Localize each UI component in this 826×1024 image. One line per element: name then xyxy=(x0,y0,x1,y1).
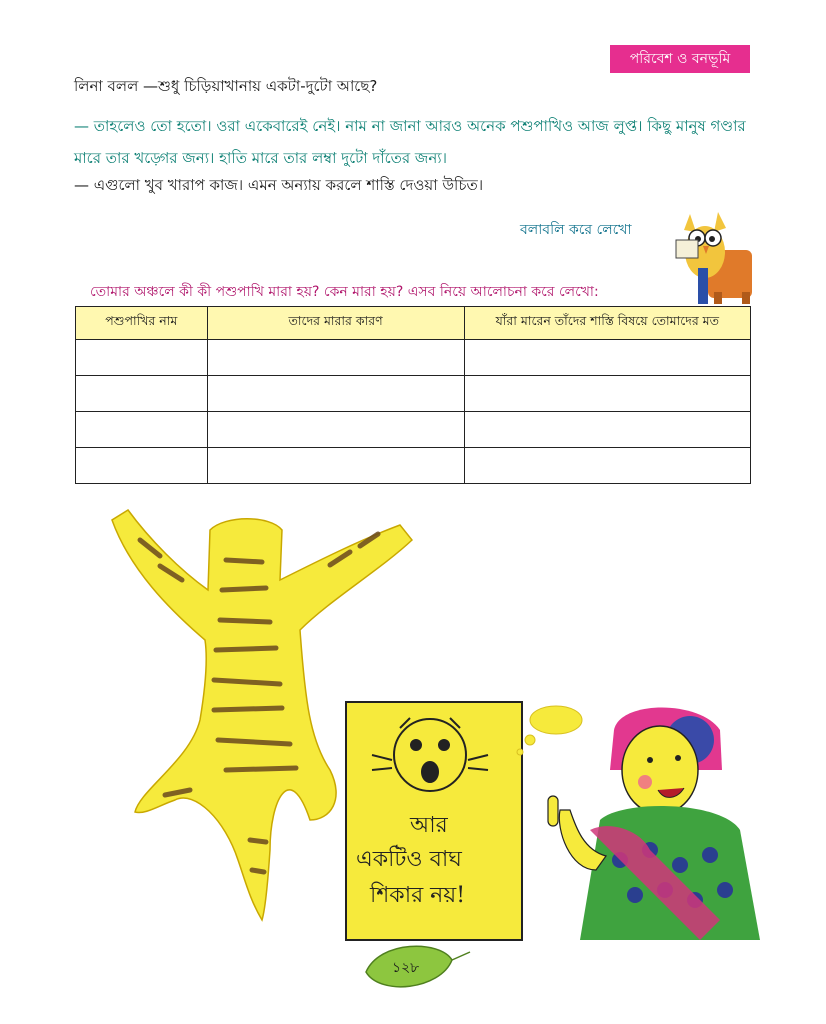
col-header-opinion: যাঁরা মারেন তাঁদের শাস্তি বিষয়ে তোমাদের মত xyxy=(464,307,750,340)
poster-line-3: শিকার নয়! xyxy=(370,883,466,908)
dialog-line-2: — তাহলেও তো হতো। ওরা একেবারেই নেই। নাম না জানা আরও অনেক পশুপাখিও আজ লুপ্ত। কিছু মানুষ গণ্ডার মারে তার খড়্গের জন্য। হাতি মারে তার লম্বা দুটো দাঁতের জন্য। xyxy=(74,117,746,167)
poster-line-2: একটিও বাঘ xyxy=(356,847,462,872)
dialog-line-3: — এগুলো খুব খারাপ কাজ। এমন অন্যায় করলে শাস্তি দেওয়া উচিত। xyxy=(74,176,484,194)
page-number: ১২৮ xyxy=(392,960,420,976)
thought-bubble-icon xyxy=(517,706,582,755)
dialog-line-1: লিনা বলল —শুধু চিড়িয়াখানায় একটা-দুটো আছে? xyxy=(74,77,378,95)
leaf-page-number-badge xyxy=(366,946,470,987)
col-header-animal-name: পশুপাখির নাম xyxy=(76,307,208,340)
woman-illustration xyxy=(548,708,760,941)
col-header-reason: তাদের মারার কারণ xyxy=(207,307,464,340)
activity-task: তোমার অঞ্চলে কী কী পশুপাখি মারা হয়? কেন মারা হয়? এসব নিয়ে আলোচনা করে লেখো: xyxy=(90,284,599,300)
poster-line-1: আর xyxy=(410,813,448,838)
chapter-badge: পরিবেশ ও বনভূমি xyxy=(610,45,750,73)
discussion-prompt: বলাবলি করে লেখো xyxy=(520,222,632,238)
poster-sign xyxy=(346,702,522,940)
